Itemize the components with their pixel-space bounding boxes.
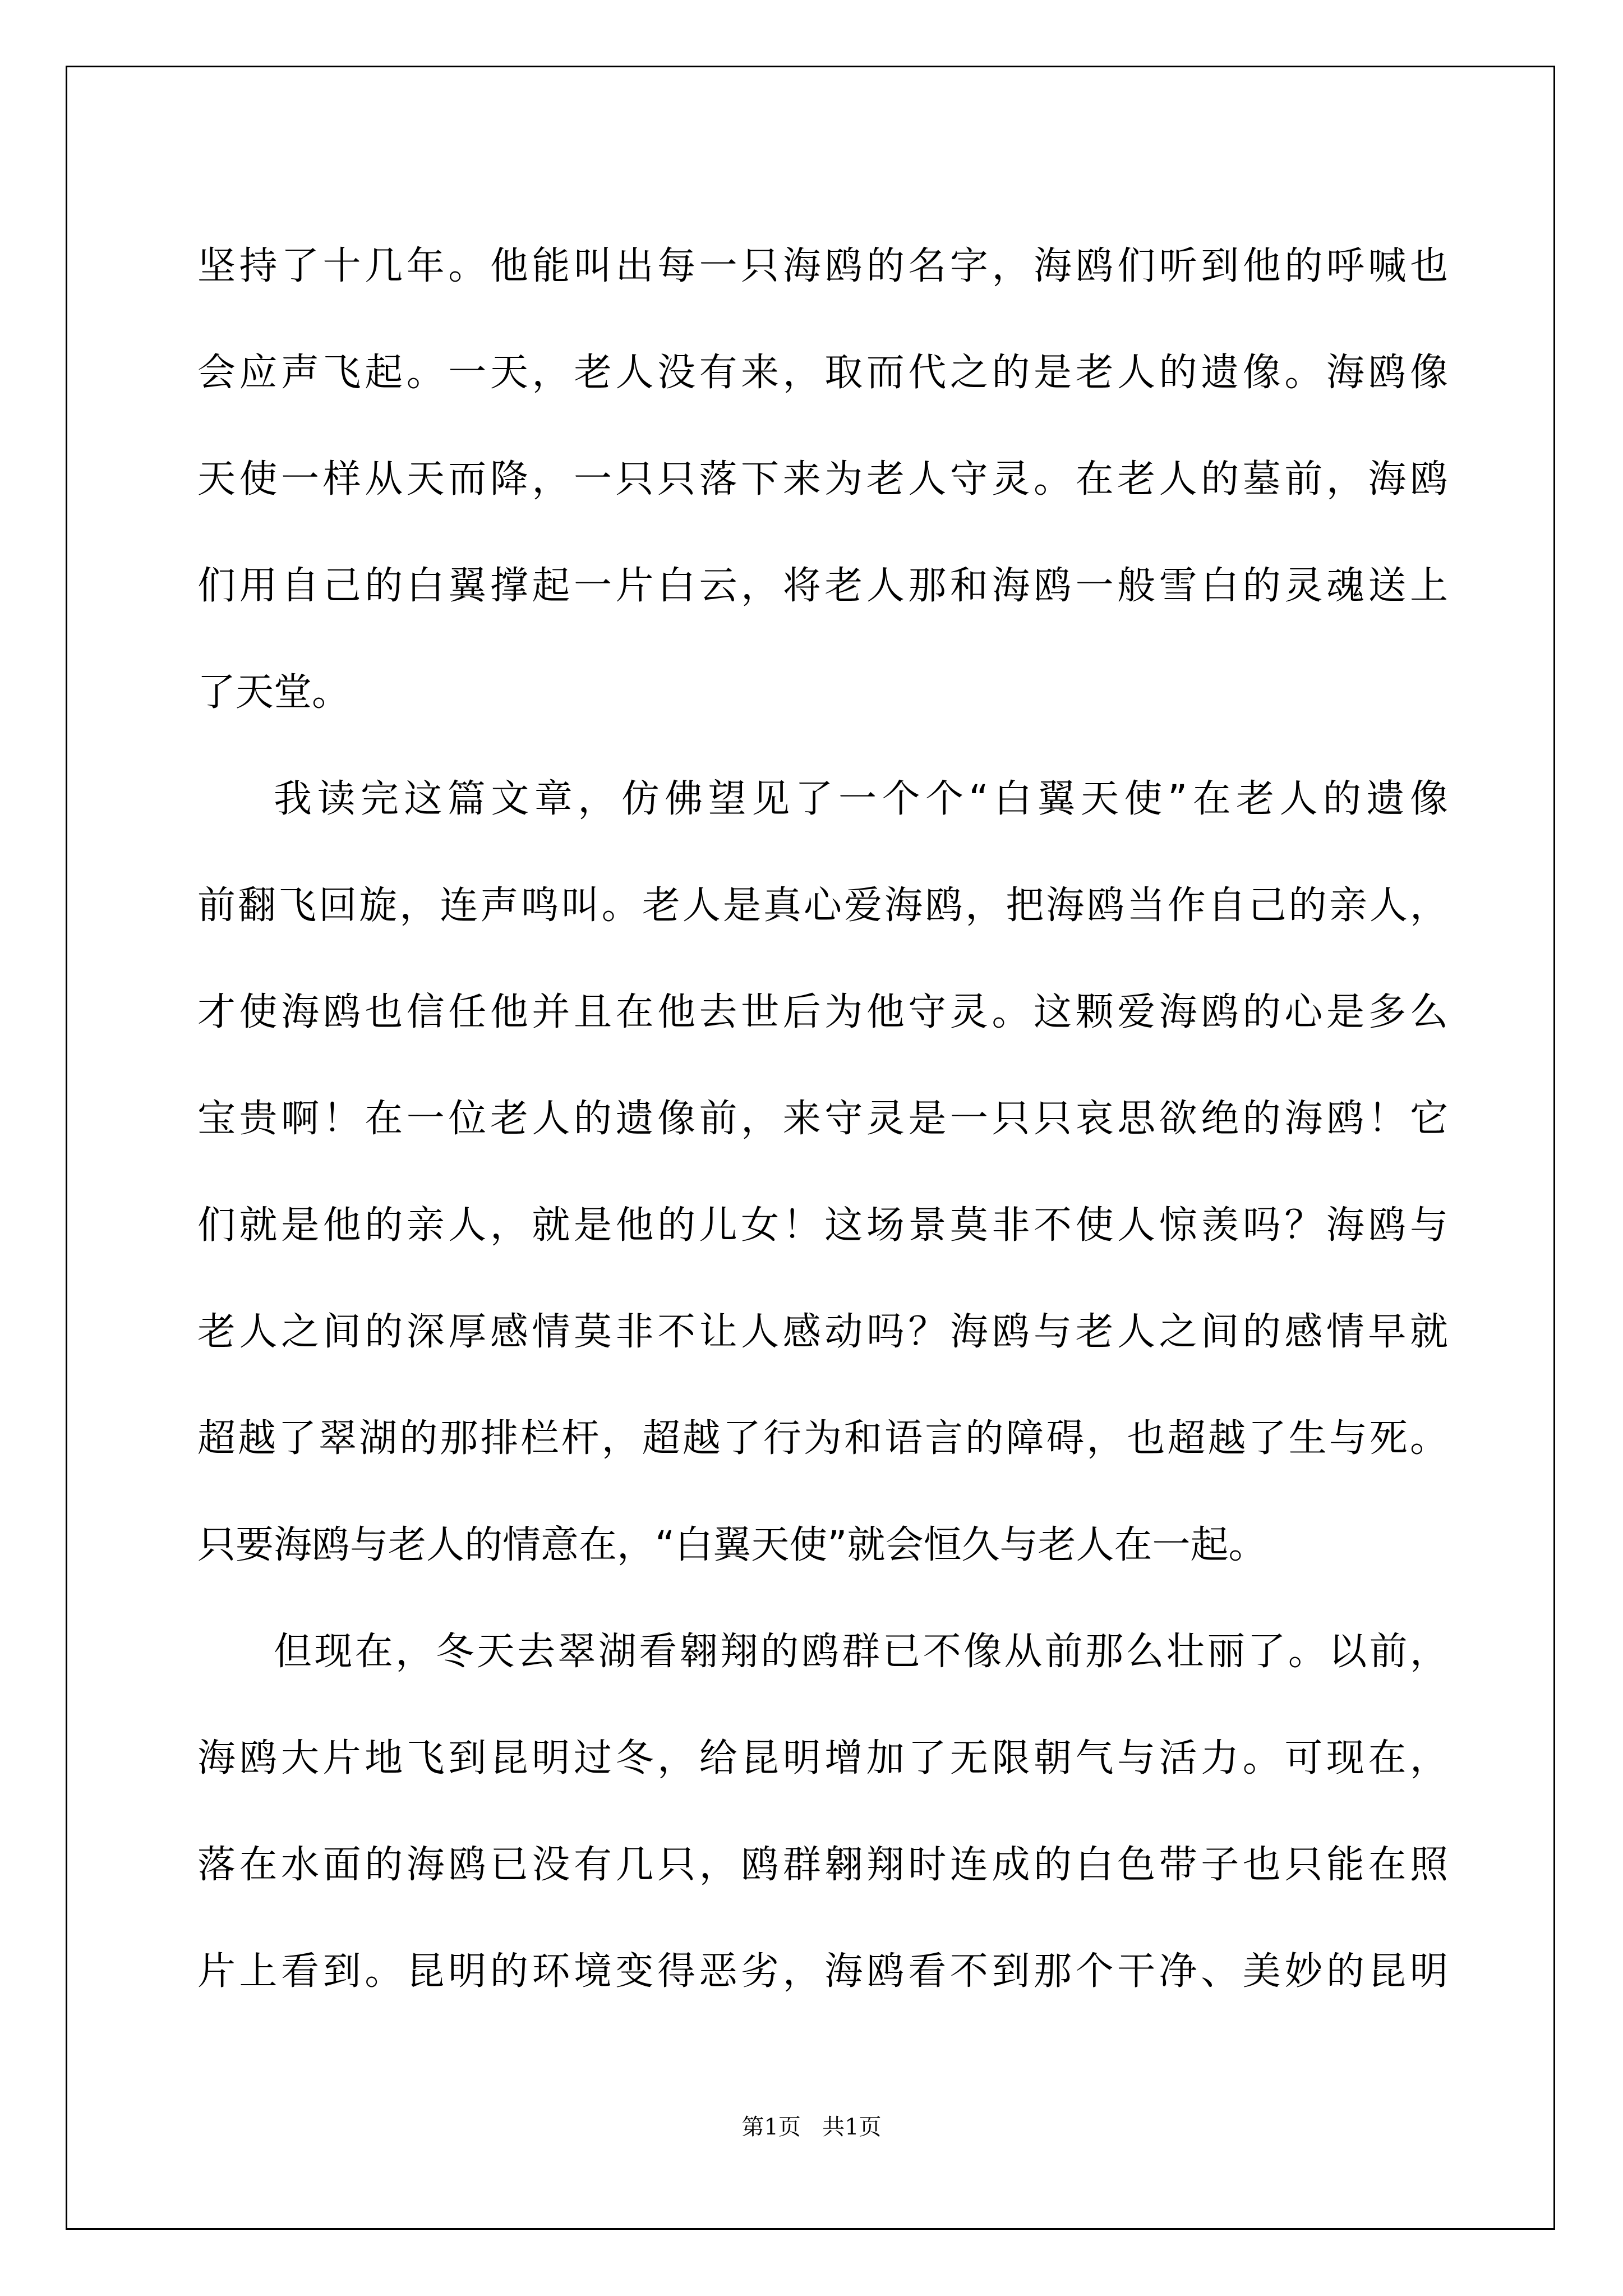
text-line: 宝贵啊！在一位老人的遗像前，来守灵是一只只哀思欲绝的海鸥！它	[197, 1097, 1448, 1141]
text-line: 了天堂。	[197, 670, 351, 715]
text-line: 片上看到。昆明的环境变得恶劣，海鸥看不到那个干净、美妙的昆明	[197, 1949, 1448, 1994]
text-line: 但现在，冬天去翠湖看翱翔的鸥群已不像从前那么壮丽了。以前，	[274, 1630, 1448, 1674]
text-line: 坚持了十几年。他能叫出每一只海鸥的名字，海鸥们听到他的呼喊也	[197, 244, 1448, 288]
text-line: 们就是他的亲人，就是他的儿女！这场景莫非不使人惊羡吗？海鸥与	[197, 1203, 1448, 1248]
text-line: 老人之间的深厚感情莫非不让人感动吗？海鸥与老人之间的感情早就	[197, 1310, 1448, 1354]
page-total: 共1页	[822, 2114, 882, 2140]
body-text	[197, 213, 1448, 2025]
page-footer	[0, 2110, 1623, 2144]
text-line: 只要海鸥与老人的情意在，“白翼天使”就会恒久与老人在一起。	[197, 1523, 1267, 1567]
text-line: 天使一样从天而降，一只只落下来为老人守灵。在老人的墓前，海鸥	[197, 457, 1448, 501]
text-line: 会应声飞起。一天，老人没有来，取而代之的是老人的遗像。海鸥像	[197, 351, 1448, 395]
text-line: 超越了翠湖的那排栏杆，超越了行为和语言的障碍，也超越了生与死。	[197, 1416, 1448, 1461]
page-number: 第1页	[741, 2114, 801, 2140]
text-line: 们用自己的白翼撑起一片白云，将老人那和海鸥一般雪白的灵魂送上	[197, 564, 1448, 608]
text-line: 前翻飞回旋，连声鸣叫。老人是真心爱海鸥，把海鸥当作自己的亲人，	[197, 884, 1448, 928]
text-line: 才使海鸥也信任他并且在他去世后为他守灵。这颗爱海鸥的心是多么	[197, 990, 1448, 1034]
text-line: 我读完这篇文章，仿佛望见了一个个“白翼天使”在老人的遗像	[274, 777, 1448, 821]
text-line: 海鸥大片地飞到昆明过冬，给昆明增加了无限朝气与活力。可现在，	[197, 1736, 1448, 1780]
text-line: 落在水面的海鸥已没有几只，鸥群翱翔时连成的白色带子也只能在照	[197, 1843, 1448, 1887]
